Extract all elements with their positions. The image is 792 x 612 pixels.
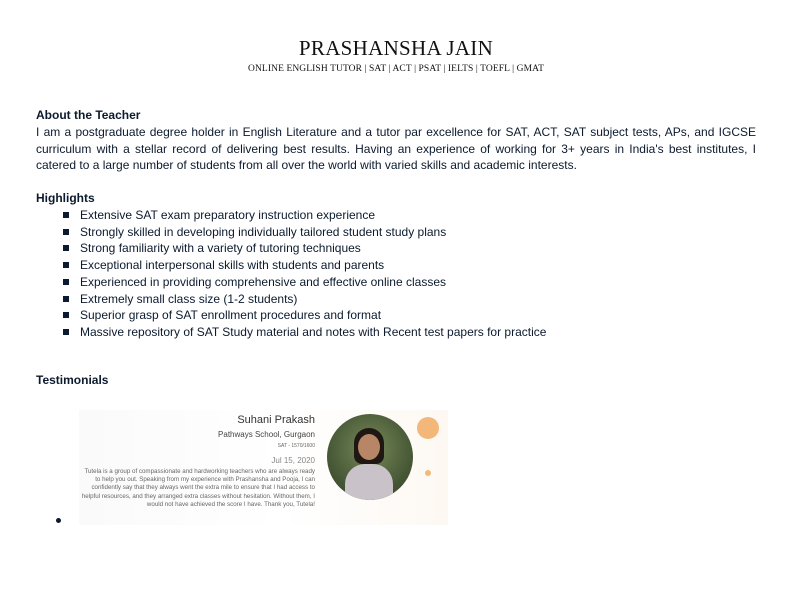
testimonials-heading: Testimonials <box>36 373 109 387</box>
highlights-list <box>36 207 756 341</box>
list-item <box>36 307 756 324</box>
list-item <box>36 291 756 308</box>
square-bullet-icon <box>63 262 69 268</box>
highlight-text: Exceptional interpersonal skills with students and parents <box>80 258 385 273</box>
decorative-circle-icon <box>417 417 439 439</box>
square-bullet-icon <box>63 279 69 285</box>
testimonial-name: Suhani Prakash <box>237 414 315 426</box>
square-bullet-icon <box>63 212 69 218</box>
list-item <box>36 324 756 341</box>
list-item <box>36 274 756 291</box>
list-item <box>36 207 756 224</box>
avatar-face <box>358 434 380 460</box>
square-bullet-icon <box>63 296 69 302</box>
testimonial-school: Pathways School, Gurgaon <box>218 430 315 439</box>
highlight-text: Extensive SAT exam preparatory instruction experience <box>80 208 376 222</box>
list-item <box>36 257 756 274</box>
about-text: I am a postgraduate degree holder in English Literature and a tutor par excellence for SAT, ACT, SAT subject tests, APs, and IGCSE curriculum with a stellar record of delivering best results. Having an experience of working for 3+ years in India's best institutes, I catered to a large number of students from all over the world with varied skills and academic interests. <box>36 125 756 173</box>
square-bullet-icon <box>63 329 69 335</box>
about-heading: About the Teacher <box>36 108 141 122</box>
teacher-subtitle: ONLINE ENGLISH TUTOR | SAT | ACT | PSAT | IELTS | TOEFL | GMAT <box>248 64 544 74</box>
testimonial-date: Jul 15, 2020 <box>271 456 315 465</box>
highlight-text: Superior grasp of SAT enrollment procedures and format <box>80 308 382 323</box>
highlight-text: Strongly skilled in developing individually tailored student study plans <box>80 224 447 239</box>
square-bullet-icon <box>63 312 69 318</box>
highlight-text: Experienced in providing comprehensive and effective online classes <box>80 274 446 289</box>
highlights-heading: Highlights <box>36 191 95 205</box>
list-item <box>36 240 756 257</box>
highlight-text: Strong familiarity with a variety of tutoring techniques <box>80 241 361 256</box>
avatar-body <box>345 464 393 500</box>
list-item <box>36 224 756 241</box>
highlight-text: Massive repository of SAT Study material and notes with Recent test papers for practice <box>80 324 547 339</box>
testimonial-card <box>79 410 448 525</box>
teacher-name: PRASHANSHA JAIN <box>298 36 494 60</box>
testimonial-score: SAT - 1570/1600 <box>277 443 315 449</box>
highlight-text: Extremely small class size (1-2 students) <box>80 291 298 306</box>
decorative-dot-icon <box>425 470 431 476</box>
square-bullet-icon <box>63 245 69 251</box>
student-avatar <box>327 414 413 500</box>
testimonial-quote: Tutela is a group of compassionate and hardworking teachers who are always ready to help you out. Speaking from my experience with Prashansha and Pooja, I can confidently say that they always went the extra mile to ensure that I had access to helpful resources, and they arranged extra classes without hesitation. Without them, I would not have achieved the score I have. Thank you, Tutela! <box>81 468 315 508</box>
square-bullet-icon <box>63 229 69 235</box>
round-bullet-icon <box>56 518 61 523</box>
